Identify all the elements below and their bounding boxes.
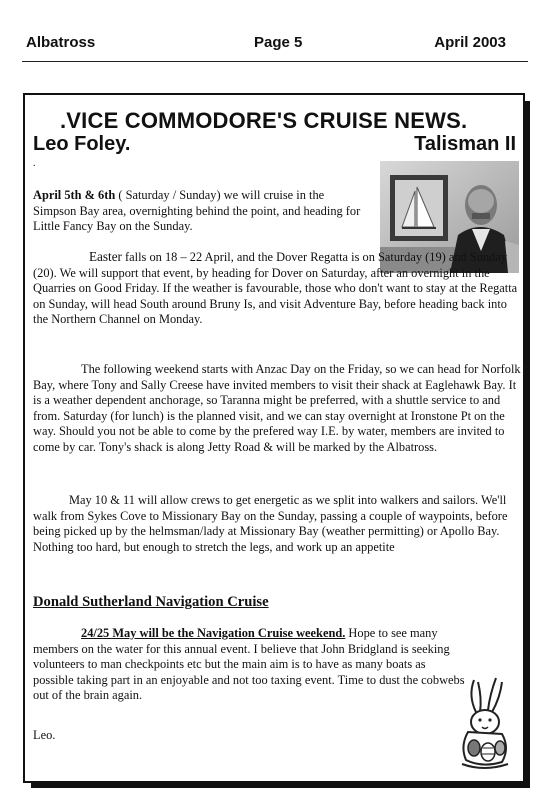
paragraph-easter (33, 249, 523, 328)
april-dates: April 5th & 6th (33, 188, 116, 202)
author-name: Leo Foley. (33, 133, 131, 155)
may-walk-text: May 10 & 11 will allow crews to get energetic as we split into walkers and sailors. We'll walk from Sykes Cove to Missionary Bay on the Sunday, passing a couple of waypoints, before being picked up by the helmsman/lady at Missionary Bay (weather permitting) or Apollo Bay. Nothing too hard, but enough to stretch the legs, and work up an appetite (33, 493, 508, 554)
newsletter-name: Albatross (26, 34, 96, 51)
page-header (22, 34, 528, 56)
page-number: Page 5 (254, 34, 303, 51)
paragraph-may-walk (33, 493, 523, 555)
frame-shadow-bottom (31, 783, 530, 788)
signoff: Leo. (33, 728, 56, 742)
paragraph-navigation-cruise (33, 626, 469, 704)
easter-text: falls on 18 – 22 April, and the Dover Regatta is on Saturday (19) and Sunday (20). We will support that event, by heading for Dover on Saturday, after an overnight in the Quarries on Good Friday. If the weather is favourable, those who don't want to stay at the Regatta on Sunday, will head South around Bruny Is, and visit Adventure Bay, before heading back into the Northern Channel on Monday. (33, 250, 518, 327)
article-title: .VICE COMMODORE'S CRUISE NEWS. (60, 108, 468, 133)
navigation-cruise-heading: Donald Sutherland Navigation Cruise (33, 594, 269, 610)
boat-name: Talisman II (414, 133, 516, 155)
easter-bunny-illustration (452, 676, 516, 772)
header-rule (22, 61, 528, 62)
frame-shadow-right (525, 101, 530, 788)
paragraph-april-cruise (33, 188, 369, 235)
issue-date: April 2003 (434, 34, 506, 51)
easter-lead: Easter (89, 249, 122, 264)
navigation-cruise-date: 24/25 May will be the Navigation Cruise weekend. (81, 626, 346, 640)
anzac-text: The following weekend starts with Anzac Day on the Friday, so we can head for Norfolk Bay, where Tony and Sally Creese have invited members to visit their shack at Eaglehawk Bay. It is a weather dependent anchorage, so Taranna might be preferred, with a shuttle service to and from. Saturday (for lunch) is the planned visit, and we can stay overnight at Ironstone Pt on the way. Should you not be able to come by the prefered way I.E. by water, members are invited to come by car. Tony's shack is along Jetty Road & will be marked by the Albatross. (33, 362, 521, 454)
navigation-cruise-text: Hope to see many members on the water for this annual event. I believe that John Bridgland is seeking volunteers to man checkpoints etc but the main aim is to have as many boats as possible taking part in an enjoyable and not too taxing event. Time to dust the cobwebs out of the brain again. (33, 626, 465, 703)
april-text: ( Saturday / Sunday) we will cruise in the Simpson Bay area, overnighting behind the point, and heading for Little Fancy Bay on the Sunday. (33, 188, 361, 234)
paragraph-anzac (33, 362, 523, 456)
stray-dot: . (33, 158, 36, 169)
